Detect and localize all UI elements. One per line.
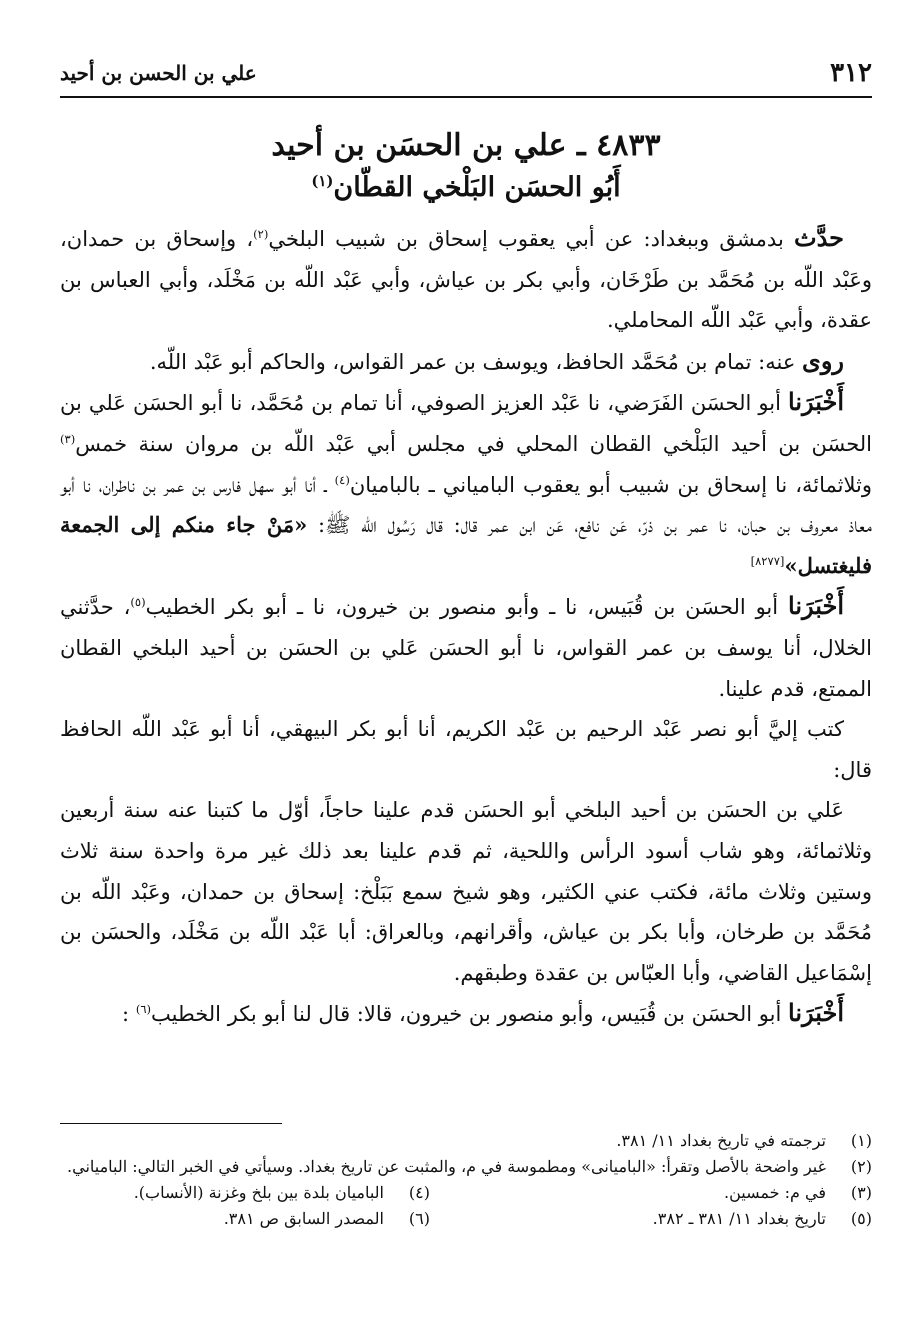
footnote-text: في م: خمسين. xyxy=(724,1183,826,1202)
footnote-ref: (٤) xyxy=(334,472,350,487)
footnote-ref: (٢) xyxy=(253,227,269,241)
paragraph-isnad-1 xyxy=(60,382,872,586)
footnote-ref: (٦) xyxy=(135,1002,152,1017)
footnote-3 xyxy=(502,1180,872,1206)
footnote-ref: (٣) xyxy=(60,431,76,446)
lead-word: أَخْبَرَنا xyxy=(788,387,844,417)
paragraph-text: ـ أنا أبو سهل فارس بن عمر بن ناطران، نا أبو معاذ معروف بن حبان، نا عمر بن ذرّ، عَن نافع، عَن ابن عمر قال: قال رَسُول اللّه ﷺ: xyxy=(60,472,872,538)
footnote-number: (٤) xyxy=(408,1183,430,1202)
footnote-2 xyxy=(60,1154,872,1180)
paragraph-rawa xyxy=(60,341,872,383)
paragraph-text: أبو الحسَن بن قُبَيس، نا ـ وأبو منصور بن خيرون، نا ـ أبو بكر الخطيب xyxy=(145,595,789,620)
footnote-text: ترجمته في تاريخ بغداد ١١/ ٣٨١. xyxy=(616,1131,826,1150)
paragraph-text: ، وإسحاق بن حمدان، وعَبْد اللّه بن مُحَمَّد بن طَرْخَان، وأبي بكر بن عياش، وأبي عَبْد اللّه بن مَخْلَد، وأبي العباس بن عقدة، وأبي عَبْد اللّه المحاملي. xyxy=(60,227,872,333)
paragraph-text: أبو الحسَن الفَرَضي، نا عَبْد العزيز الصوفي، أنا تمام بن مُحَمَّد، نا أبو الحسَن عَلي بن الحسَن بن أحيد البَلْخي القطان المحلي في مجلس أبي عَبْد اللّه بن مروان سنة خمس xyxy=(60,391,872,456)
entry-title-line2 xyxy=(60,168,872,208)
footnote-text: غير واضحة بالأصل وتقرأ: «الباميانى» ومطموسة في م، والمثبت عن تاريخ بغداد. وسيأتي في الخبر التالي: البامياني. xyxy=(67,1157,826,1176)
hadith-text: «مَنْ جاء منكم إلى الجمعة فليغتسل» xyxy=(60,512,872,578)
paragraph-text: عنه: تمام بن مُحَمَّد الحافظ، ويوسف بن عمر القواس، والحاكم أبو عَبْد اللّه. xyxy=(149,349,803,374)
paragraph-text: أبو الحسَن بن قُبَيس، وأبو منصور بن خيرون، قالا: قال لنا أبو بكر الخطيب xyxy=(151,1002,789,1027)
paragraph-text: ، حدَّثني الخلال، أنا يوسف بن عمر القواس، نا أبو الحسَن عَلي بن الحسَن بن أحيد البلخي القطان الممتع، قدم علينا. xyxy=(60,595,872,701)
book-page xyxy=(60,0,872,1341)
footnote-ref: (٥) xyxy=(130,595,146,610)
entry-kunya: أَبُو الحسَن البَلْخي القطّان xyxy=(333,172,621,203)
footnote-ref: (١) xyxy=(311,172,334,190)
lead-word: روى xyxy=(802,345,844,375)
footnote-number: (٣) xyxy=(850,1183,872,1202)
lead-word: أَخْبَرَنا xyxy=(788,998,844,1028)
paragraph-text: بدمشق وببغداد: عن أبي يعقوب إسحاق بن شبيب البلخي xyxy=(268,227,794,251)
page-header xyxy=(60,56,872,90)
footnote-number: (٢) xyxy=(850,1157,872,1176)
entry-title-line1: ٤٨٣٣ ـ علي بن الحسَن بن أحيد xyxy=(271,128,661,163)
page-number: ٣١٢ xyxy=(830,58,872,88)
header-divider xyxy=(60,96,872,98)
footnote-number: (٦) xyxy=(408,1209,430,1228)
footnote-row-3-4 xyxy=(60,1180,872,1206)
lead-word: أَخْبَرَنا xyxy=(788,591,844,621)
footnote-4 xyxy=(60,1180,430,1206)
paragraph-text: : xyxy=(122,1002,136,1027)
entry-body xyxy=(60,218,872,1035)
footnote-divider xyxy=(60,1123,282,1124)
footnote-1 xyxy=(60,1128,872,1154)
entry-title xyxy=(60,124,872,208)
paragraph-biography: عَلي بن الحسَن بن أحيد البلخي أبو الحسَن قدم علينا حاجاً، أوّل ما كتبنا عنه سنة أربعين وثلاثمائة، وهو شاب أسود الرأس واللحية، ثم قدم علينا بعد ذلك غير مرة واحدة سنة ثلاث وستين وثلاث مائة، فكتب عني الكثير، وهو شيخ سمع بَبَلْخ: إسحاق بن حمدان، وعَبْد اللّه بن مُحَمَّد بن طرخان، وأبا بكر بن عياش، وأقرانهم، وبالعراق: أبا عَبْد اللّه بن مَخْلَد، والحسَن بن إسْمَاعيل القاضي، وأبا العبّاس بن عقدة وطبقهم. xyxy=(60,798,872,985)
paragraph-text: وثلاثمائة، نا إسحاق بن شبيب أبو يعقوب البامياني ـ بالباميان xyxy=(349,472,872,497)
running-title: علي بن الحسن بن أحيد xyxy=(60,61,257,85)
paragraph-isnad-2 xyxy=(60,586,872,709)
footnotes xyxy=(60,1128,872,1232)
paragraph-kataba: كتب إليَّ أبو نصر عَبْد الرحيم بن عَبْد الكريم، أنا أبو بكر البيهقي، أنا أبو عَبْد اللّه الحافظ قال: xyxy=(60,717,872,782)
footnote-5 xyxy=(502,1206,872,1232)
footnote-text: تاريخ بغداد ١١/ ٣٨١ ـ ٣٨٢. xyxy=(652,1209,826,1228)
footnote-number: (١) xyxy=(850,1131,872,1150)
paragraph-isnad-3 xyxy=(60,993,872,1035)
lead-word: حدَّث xyxy=(793,223,844,252)
footnote-number: (٥) xyxy=(850,1209,872,1228)
hadith-number: [٨٢٧٧] xyxy=(750,553,785,568)
footnote-text: الباميان بلدة بين بلخ وغزنة (الأنساب). xyxy=(133,1183,384,1202)
footnote-6 xyxy=(60,1206,430,1232)
footnote-row-5-6 xyxy=(60,1206,872,1232)
paragraph-haddatha xyxy=(60,218,872,341)
footnote-text: المصدر السابق ص ٣٨١. xyxy=(223,1209,384,1228)
